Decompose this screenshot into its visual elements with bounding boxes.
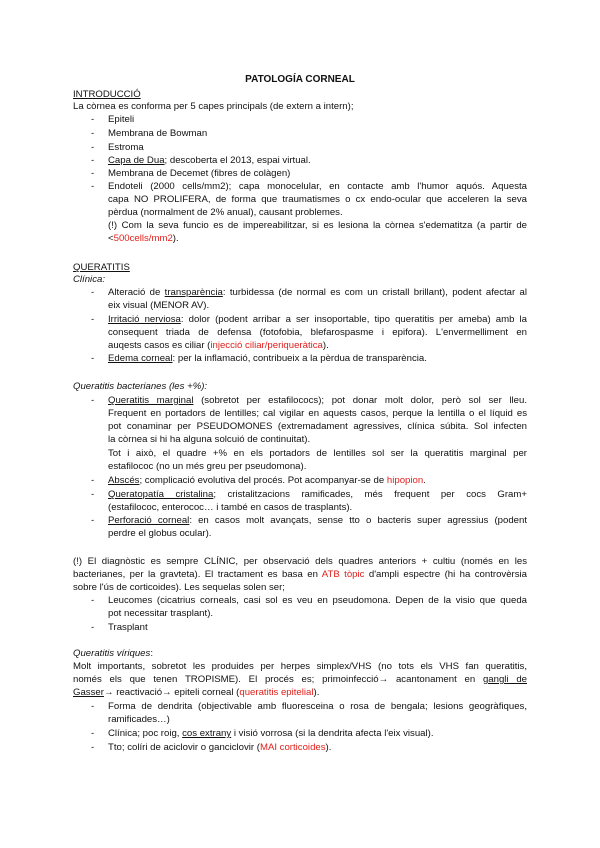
viriques-item-cont: ramificades…): [108, 714, 170, 725]
bacterianes-item-cont: (estafilococ, enterococ… i també en casos de trasplants).: [108, 502, 353, 513]
bullet-dash: -: [91, 353, 95, 364]
diagnostic-text: sobre l'ús de corticoides). Les sequelas solen ser;: [73, 582, 285, 593]
clinica-item-cont: auqests casos es ciliar (injecció ciliar/periqueràtica).: [108, 340, 329, 351]
clinica-item-cont: consequent triada de defensa (fotofobia, blefarospasme i epifora). L'envermelliment en: [108, 327, 527, 338]
endoteli-text: capa NO PROLIFERA, de forma que traumatismes o cx endo-ocular que acceleren la seva: [108, 194, 527, 205]
bullet-dash: -: [91, 114, 95, 125]
bullet-dash: -: [91, 168, 95, 179]
bacterianes-item: Queratitis marginal (sobretot per estafilococs); pot donar molt dolor, però sol ser lleu.: [108, 395, 528, 406]
bullet-dash: -: [91, 287, 95, 298]
sequela-item: Trasplant: [108, 622, 148, 633]
layer-item: Epiteli: [108, 114, 135, 125]
viriques-text: Molt importants, sobretot les produides per herpes simplex/VHS (no tots els VHS fan queratitis,: [73, 661, 527, 672]
bullet-dash: -: [91, 181, 95, 192]
layer-item: Estroma: [108, 142, 144, 153]
bacterianes-item: Perforació corneal: en casos molt avançats, sense tto o bacteris super agressius (podent: [108, 515, 527, 526]
layer-item: Membrana de Decemet (fibres de colàgen): [108, 168, 291, 179]
bullet-dash: -: [91, 515, 95, 526]
viriques-item: Tto; colíri de aciclovir o ganciclovir (MAI corticoides).: [108, 742, 332, 753]
layer-item-dua: Capa de Dua; descoberta el 2013, espai virtual.: [108, 155, 311, 166]
viriques-text: Gasser→ reactivació→ epiteli corneal (queratitis epitelial).: [73, 687, 320, 698]
viriques-item: Clínica; poc roig, cos extrany i visió vorrosa (si la dendrita afecta l'eix visual).: [108, 728, 434, 739]
bacterianes-item-cont: la còrnea si hi ha alguna solcuió de continuitat).: [108, 434, 311, 445]
sequela-item-cont: pot necessitar trasplant).: [108, 608, 214, 619]
bullet-dash: -: [91, 622, 95, 633]
sequela-item: Leucomes (cicatrius corneals, casi sol es veu en pseudomona. Depen de la visio que queda: [108, 595, 527, 606]
bullet-dash: -: [91, 314, 95, 325]
endoteli-text: pèrdua (normalment de 2% anual), causant problemes.: [108, 207, 343, 218]
endoteli-note-end: <500cells/mm2).: [108, 233, 179, 244]
bullet-dash: -: [91, 475, 95, 486]
viriques-heading: Queratitis víriques:: [73, 648, 153, 659]
bacterianes-item-cont: perdre el globus ocular).: [108, 528, 212, 539]
diagnostic-text: bacterianes, per la gravteta). El tractament es basa en ATB tòpic d'ampli espectre (hi ha controvèrsia: [73, 569, 527, 580]
clinica-item-cont: eix visual (MENOR AV).: [108, 300, 210, 311]
queratitis-heading: QUERATITIS: [73, 262, 130, 273]
clinica-item: Alteració de transparència: turbidessa (de normal es com un cristall brillant), podent afectar al: [108, 287, 528, 298]
diagnostic-text: (!) El diagnòstic es sempre CLÍNIC, per observació dels quadres anteriors + cultiu (només en les: [73, 556, 527, 567]
viriques-item: Forma de dendrita (objectivable amb fluoresceina o rosa de bengala; lesions geogràfiques,: [108, 701, 527, 712]
bullet-dash: -: [91, 742, 95, 753]
bullet-dash: -: [91, 155, 95, 166]
bullet-dash: -: [91, 701, 95, 712]
bullet-dash: -: [91, 128, 95, 139]
bacterianes-item: Abscés; complicació evolutiva del procés. Pot acompanyar-se de hipopion.: [108, 475, 426, 486]
bacterianes-item-cont: Tot i això, el quadre +% en els portadors de lentilles sol ser la queratitis marginal per: [108, 448, 527, 459]
bullet-dash: -: [91, 395, 95, 406]
clinica-item: Edema corneal: per la inflamació, contribueix a la pèrdua de transparència.: [108, 353, 427, 364]
bacterianes-heading: Queratitis bacterianes (les +%):: [73, 381, 208, 392]
clinica-item: Irritació nerviosa: dolor (podent arribar a ser insoportable, tipo queratitis per ameba) amb la: [108, 314, 528, 325]
bullet-dash: -: [91, 142, 95, 153]
bullet-dash: -: [91, 595, 95, 606]
bacterianes-item-cont: estafilococ (no un més greu per pseudomona).: [108, 461, 307, 472]
clinica-subheading: Clínica:: [73, 274, 105, 285]
bacterianes-item-cont: Frequent en portadors de lentilles; cal vigilar en aquests casos, perque la lentilla o el líquid es: [108, 408, 527, 419]
layer-item: Membrana de Bowman: [108, 128, 208, 139]
endoteli-text: Endoteli (2000 cells/mm2); capa monocelular, en contacte amb l'humor aquós. Aquesta: [108, 181, 527, 192]
bullet-dash: -: [91, 728, 95, 739]
bullet-dash: -: [91, 489, 95, 500]
endoteli-note: (!) Com la seva funcio es de impereabilitzar, si es lesiona la còrnea s'edematitza (a partir de: [108, 220, 527, 231]
intro-heading: INTRODUCCIÓ: [73, 89, 141, 100]
intro-lead: La còrnea es conforma per 5 capes principals (de extern a intern);: [73, 101, 354, 112]
bacterianes-item: Queratopatía cristalina; cristalitzacions ramificades, més frequent per cocs Gram+: [108, 489, 527, 500]
page-title: PATOLOGÍA CORNEAL: [245, 74, 355, 85]
bacterianes-item-cont: pot conaminar per PSEUDOMONES (extremadament agressives, clínica súbita. Sol infecten: [108, 421, 527, 432]
viriques-text: només els que tenen TROPISME). El procés es; primoinfecció→ acantonament en gangli de: [73, 674, 527, 685]
